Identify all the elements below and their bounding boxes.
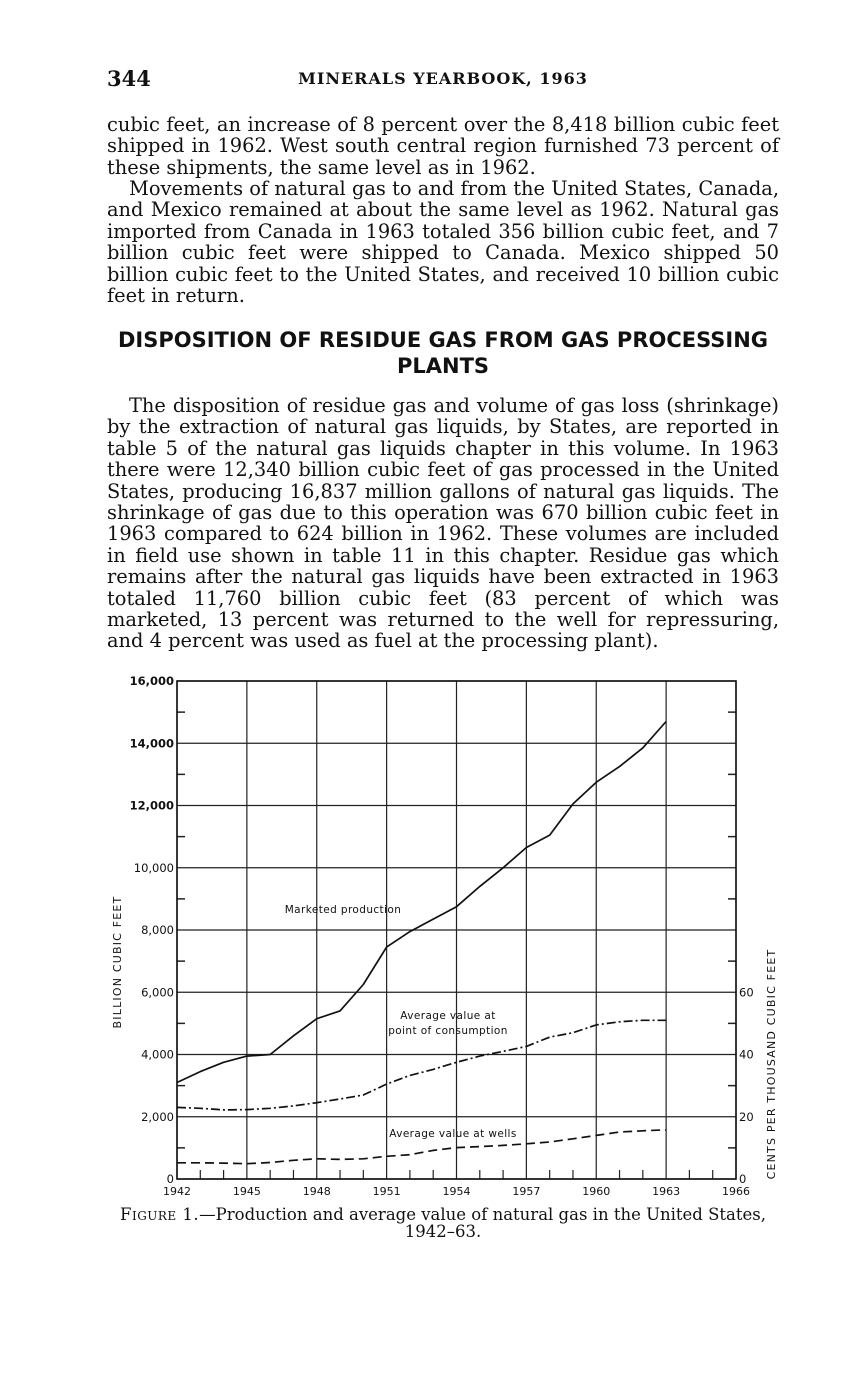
running-head: MINERALS YEARBOOK, 1963 <box>298 69 588 88</box>
annotation-label: Average value at wells <box>389 1128 517 1140</box>
y-tick-label: 2,000 <box>141 1109 174 1124</box>
x-tick-label: 1954 <box>442 1185 471 1198</box>
y2-axis-label: CENTS PER THOUSAND CUBIC FEET <box>765 948 778 1180</box>
x-tick-label: 1942 <box>163 1185 191 1198</box>
annotation-label: Marketed production <box>284 904 402 916</box>
paragraph-1: cubic feet, an increase of 8 percent over the 8,418 billion cubic feet shipped in 1962. West south central region furnished 73 percent of these shipments, the same level as in 1962. <box>107 113 779 179</box>
figure-caption-text: —Production and average value of natural gas in the United States, 1942–63. <box>199 1205 766 1241</box>
y-tick-label: 6,000 <box>141 985 174 1000</box>
figure-caption <box>107 1206 779 1240</box>
figure-1 <box>0 668 856 1213</box>
y-tick-label: 8,000 <box>141 923 174 937</box>
y2-tick-label: 20 <box>739 1109 754 1124</box>
y-tick-label: 12,000 <box>129 798 174 813</box>
natural-gas-chart <box>0 668 856 1208</box>
y2-tick-label: 0 <box>739 1172 747 1186</box>
x-tick-label: 1945 <box>232 1185 261 1198</box>
page-header <box>107 66 779 94</box>
x-tick-label: 1957 <box>512 1185 541 1198</box>
paragraph-2: Movements of natural gas to and from the United States, Canada, and Mexico remained at about the same level as 1962. Natural gas imported from Canada in 1963 totaled 356 billion cubic feet, and 7 billion cubic feet were shipped to Canada. Mexico shipped 50 billion cubic feet to the United States, and received 10 billion cubic feet in return. <box>107 177 779 308</box>
annotation-label: Average value at <box>400 1010 496 1022</box>
paragraph-3: The disposition of residue gas and volume of gas loss (shrinkage) by the extraction of natural gas liquids, by States, are reported in table 5 of the natural gas liquids chapter in this volume. In 1963 there were 12,340 billion cubic feet of gas processed in the United States, producing 16,837 million gallons of natural gas liquids. The shrinkage of gas due to this operation was 670 billion cubic feet in 1963 compared to 624 billion in 1962. These volumes are included in field use shown in table 11 in this chapter. Residue gas which remains after the natural gas liquids have been extracted in 1963 totaled 11,760 billion cubic feet (83 percent of which was marketed, 13 percent was returned to the well for repressuring, and 4 percent was used as fuel at the processing plant). <box>107 394 779 653</box>
y-tick-label: 14,000 <box>129 736 174 751</box>
y-tick-label: 16,000 <box>129 674 174 688</box>
y-axis-label: BILLION CUBIC FEET <box>111 895 124 1029</box>
x-tick-label: 1951 <box>372 1185 401 1198</box>
x-tick-label: 1960 <box>582 1185 611 1198</box>
y-tick-label: 0 <box>166 1172 174 1186</box>
x-tick-label: 1963 <box>652 1185 681 1198</box>
annotation-label: point of consumption <box>388 1025 508 1037</box>
y-tick-label: 4,000 <box>141 1047 174 1062</box>
x-tick-label: 1948 <box>302 1185 331 1198</box>
page-number: 344 <box>107 66 151 91</box>
y-tick-label: 10,000 <box>133 860 174 875</box>
x-tick-label: 1966 <box>722 1185 750 1198</box>
section-heading: DISPOSITION OF RESIDUE GAS FROM GAS PROCESSING PLANTS <box>117 328 769 378</box>
y2-tick-label: 60 <box>739 985 754 1000</box>
figure-caption-label: Figure 1. <box>120 1205 200 1224</box>
y2-tick-label: 40 <box>739 1047 754 1062</box>
